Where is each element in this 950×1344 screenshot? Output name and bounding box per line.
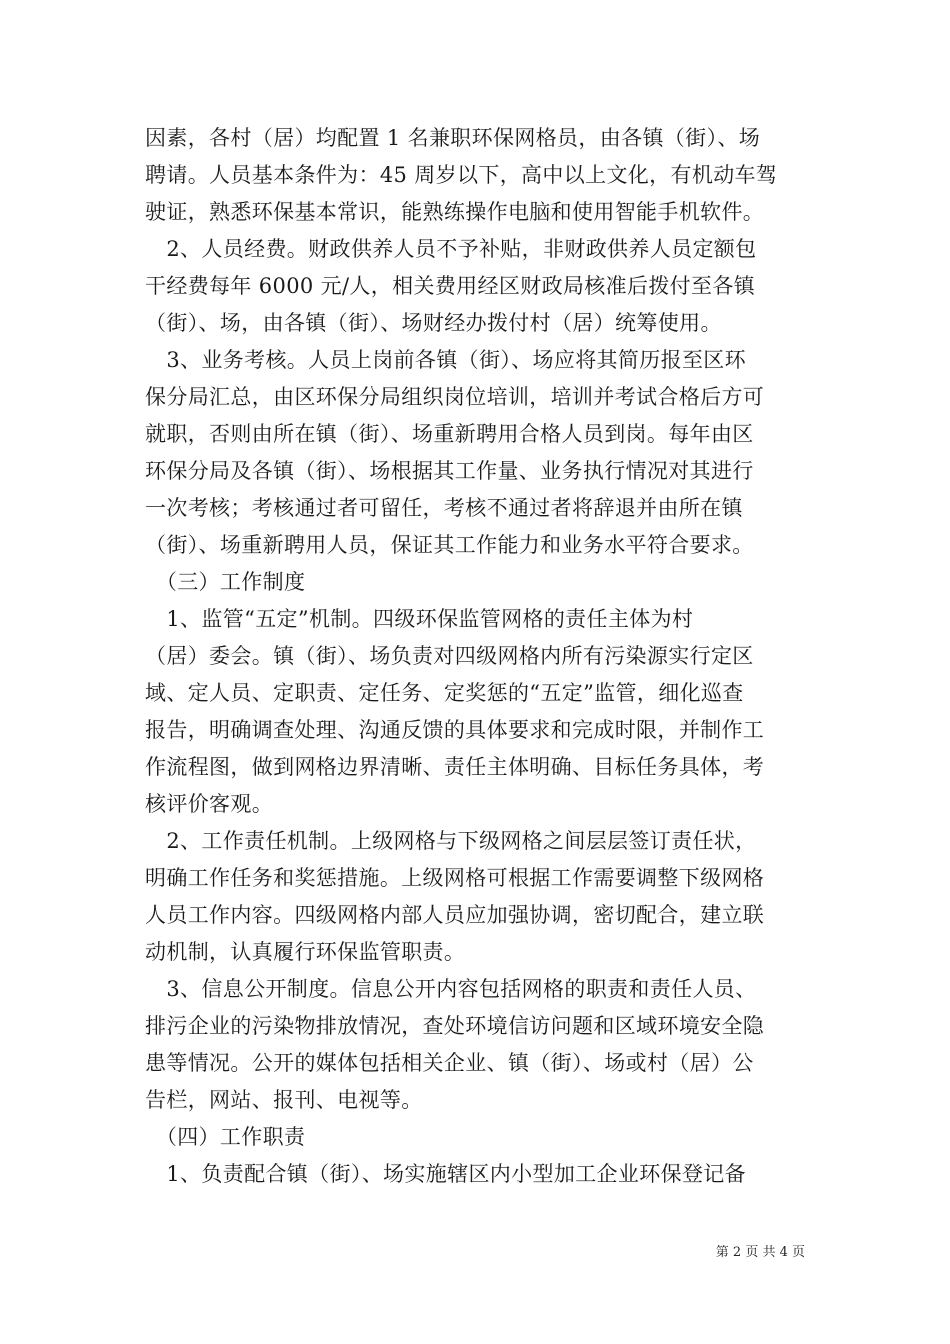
text-line: 人员工作内容。四级网格内部人员应加强协调，密切配合，建立联	[145, 903, 765, 927]
text-line: 3、信息公开制度。信息公开内容包括网格的职责和责任人员、	[145, 977, 757, 1001]
text-line: 报告，明确调查处理、沟通反馈的具体要求和完成时限，并制作工	[145, 718, 765, 742]
text-line: 告栏，网站、报刊、电视等。	[145, 1088, 423, 1112]
text-line: 因素，各村（居）均配置 1 名兼职环保网格员，由各镇（街）、场	[145, 126, 761, 150]
text-line: 驶证，熟悉环保基本常识，能熟练操作电脑和使用智能手机软件。	[145, 200, 765, 224]
text-line: 核评价客观。	[145, 792, 274, 816]
text-line: （街）、场，由各镇（街）、场财经办拨付村（居）统筹使用。	[145, 311, 722, 335]
text-line: （街）、场重新聘用人员，保证其工作能力和业务水平符合要求。	[145, 533, 754, 557]
text-line: 1、监管“五定”机制。四级环保监管网格的责任主体为村	[145, 607, 694, 631]
text-line: 就职，否则由所在镇（街）、场重新聘用合格人员到岗。每年由区	[145, 422, 754, 446]
text-line: 2、人员经费。财政供养人员不予补贴，非财政供养人员定额包	[145, 237, 757, 261]
text-line: 2、工作责任机制。上级网格与下级网格之间层层签订责任状，	[145, 829, 757, 853]
text-line: 作流程图，做到网格边界清晰、责任主体明确、目标任务具体，考	[145, 755, 765, 779]
text-line: 保分局汇总，由区环保分局组织岗位培训，培训并考试合格后方可	[145, 385, 765, 409]
section-heading: （三）工作制度	[145, 570, 306, 594]
text-line: 域、定人员、定职责、定任务、定奖惩的“五定”监管，细化巡查	[145, 681, 744, 705]
text-line: （居）委会。镇（街）、场负责对四级网格内所有污染源实行定区	[145, 644, 754, 668]
text-line: 患等情况。公开的媒体包括相关企业、镇（街）、场或村（居）公	[145, 1051, 754, 1075]
text-line: 一次考核；考核通过者可留任，考核不通过者将辞退并由所在镇	[145, 496, 743, 520]
section-heading: （四）工作职责	[145, 1125, 306, 1149]
text-line: 环保分局及各镇（街）、场根据其工作量、业务执行情况对其进行	[145, 459, 754, 483]
text-line: 干经费每年 6000 元/人，相关费用经区财政局核准后拨付至各镇	[145, 274, 756, 298]
text-line: 3、业务考核。人员上岗前各镇（街）、场应将其简历报至区环	[145, 348, 747, 372]
text-line: 动机制，认真履行环保监管职责。	[145, 940, 466, 964]
text-line: 1、负责配合镇（街）、场实施辖区内小型加工企业环保登记备	[145, 1162, 747, 1186]
page-number: 第 2 页 共 4 页	[715, 1245, 805, 1260]
text-line: 明确工作任务和奖惩措施。上级网格可根据工作需要调整下级网格	[145, 866, 765, 890]
text-line: 排污企业的污染物排放情况，查处环境信访问题和区域环境安全隐	[145, 1014, 765, 1038]
text-line: 聘请。人员基本条件为：45 周岁以下，高中以上文化，有机动车驾	[145, 163, 778, 187]
